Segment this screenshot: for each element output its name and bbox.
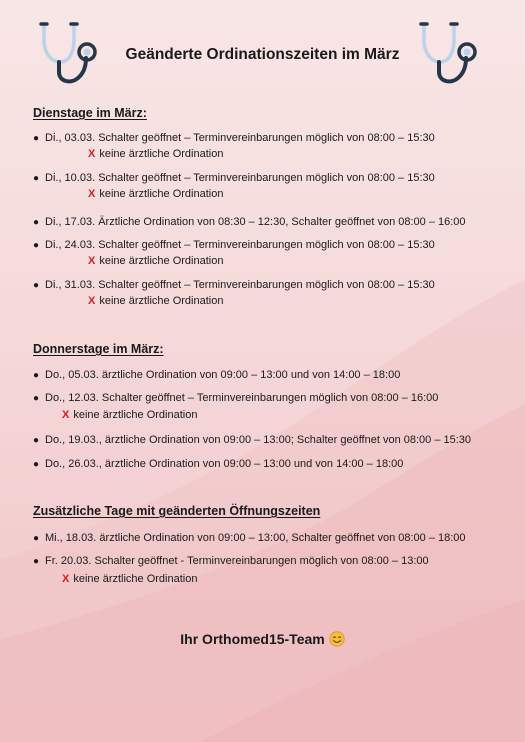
list-item-text: Do., 26.03., ärztliche Ordination von 09:00 – 13:00 und von 14:00 – 18:00 [45,458,404,470]
bullet-icon: ● [33,533,40,544]
x-marker: X [88,255,96,267]
signoff-text: Ihr Orthomed15-Team [180,631,325,647]
bullet-icon: ● [33,217,40,228]
bullet-icon: ● [33,556,40,567]
note-text: keine ärztliche Ordination [99,148,224,160]
bullet-icon: ● [33,280,40,291]
list-item-text: Do., 05.03. ärztliche Ordination von 09:00 – 13:00 und von 14:00 – 18:00 [45,369,401,381]
note-text: keine ärztliche Ordination [73,573,198,585]
list-item-text: Di., 17.03. Ärztliche Ordination von 08:30 – 12:30, Schalter geöffnet von 08:00 – 16:00 [45,216,466,228]
note-text: keine ärztliche Ordination [99,295,224,307]
list-item-note [62,408,197,423]
page-title: Geänderte Ordinationszeiten im März [125,46,400,63]
section-heading-donnerstage: Donnerstage im März: [33,342,164,356]
list-item-note [88,187,223,202]
list-item-note [88,294,223,309]
bullet-icon: ● [33,393,40,404]
signoff [0,631,525,647]
bullet-icon: ● [33,459,40,470]
list-item-text: Di., 10.03. Schalter geöffnet – Terminvereinbarungen möglich von 08:00 – 15:30 [45,172,435,184]
bullet-icon: ● [33,370,40,381]
x-marker: X [62,409,70,421]
bullet-icon: ● [33,173,40,184]
list-item-note [88,254,223,269]
x-marker: X [62,573,70,585]
section-heading-dienstage: Dienstage im März: [33,106,147,120]
bullet-icon: ● [33,133,40,144]
section-heading-zusaetzlich: Zusätzliche Tage mit geänderten Öffnungszeiten [33,504,321,518]
list-item-note [88,147,223,162]
bullet-icon: ● [33,435,40,446]
note-text: keine ärztliche Ordination [99,255,224,267]
smiley-icon [329,631,345,647]
list-item-text: Di., 24.03. Schalter geöffnet – Terminvereinbarungen möglich von 08:00 – 15:30 [45,239,435,251]
bullet-icon: ● [33,240,40,251]
note-text: keine ärztliche Ordination [99,188,224,200]
list-item-text: Mi., 18.03. ärztliche Ordination von 09:00 – 13:00, Schalter geöffnet von 08:00 – 18:00 [45,532,466,544]
list-item-text: Fr. 20.03. Schalter geöffnet - Terminvereinbarungen möglich von 08:00 – 13:00 [45,555,429,567]
list-item-text: Di., 31.03. Schalter geöffnet – Terminvereinbarungen möglich von 08:00 – 15:30 [45,279,435,291]
x-marker: X [88,148,96,160]
list-item-text: Do., 19.03., ärztliche Ordination von 09:00 – 13:00; Schalter geöffnet von 08:00 – 15:30 [45,434,472,446]
list-item-note [62,572,197,587]
x-marker: X [88,295,96,307]
x-marker: X [88,188,96,200]
list-item-text: Do., 12.03. Schalter geöffnet – Terminvereinbarungen möglich von 08:00 – 16:00 [45,392,439,404]
note-text: keine ärztliche Ordination [73,409,198,421]
list-item-text: Di., 03.03. Schalter geöffnet – Terminvereinbarungen möglich von 08:00 – 15:30 [45,132,435,144]
